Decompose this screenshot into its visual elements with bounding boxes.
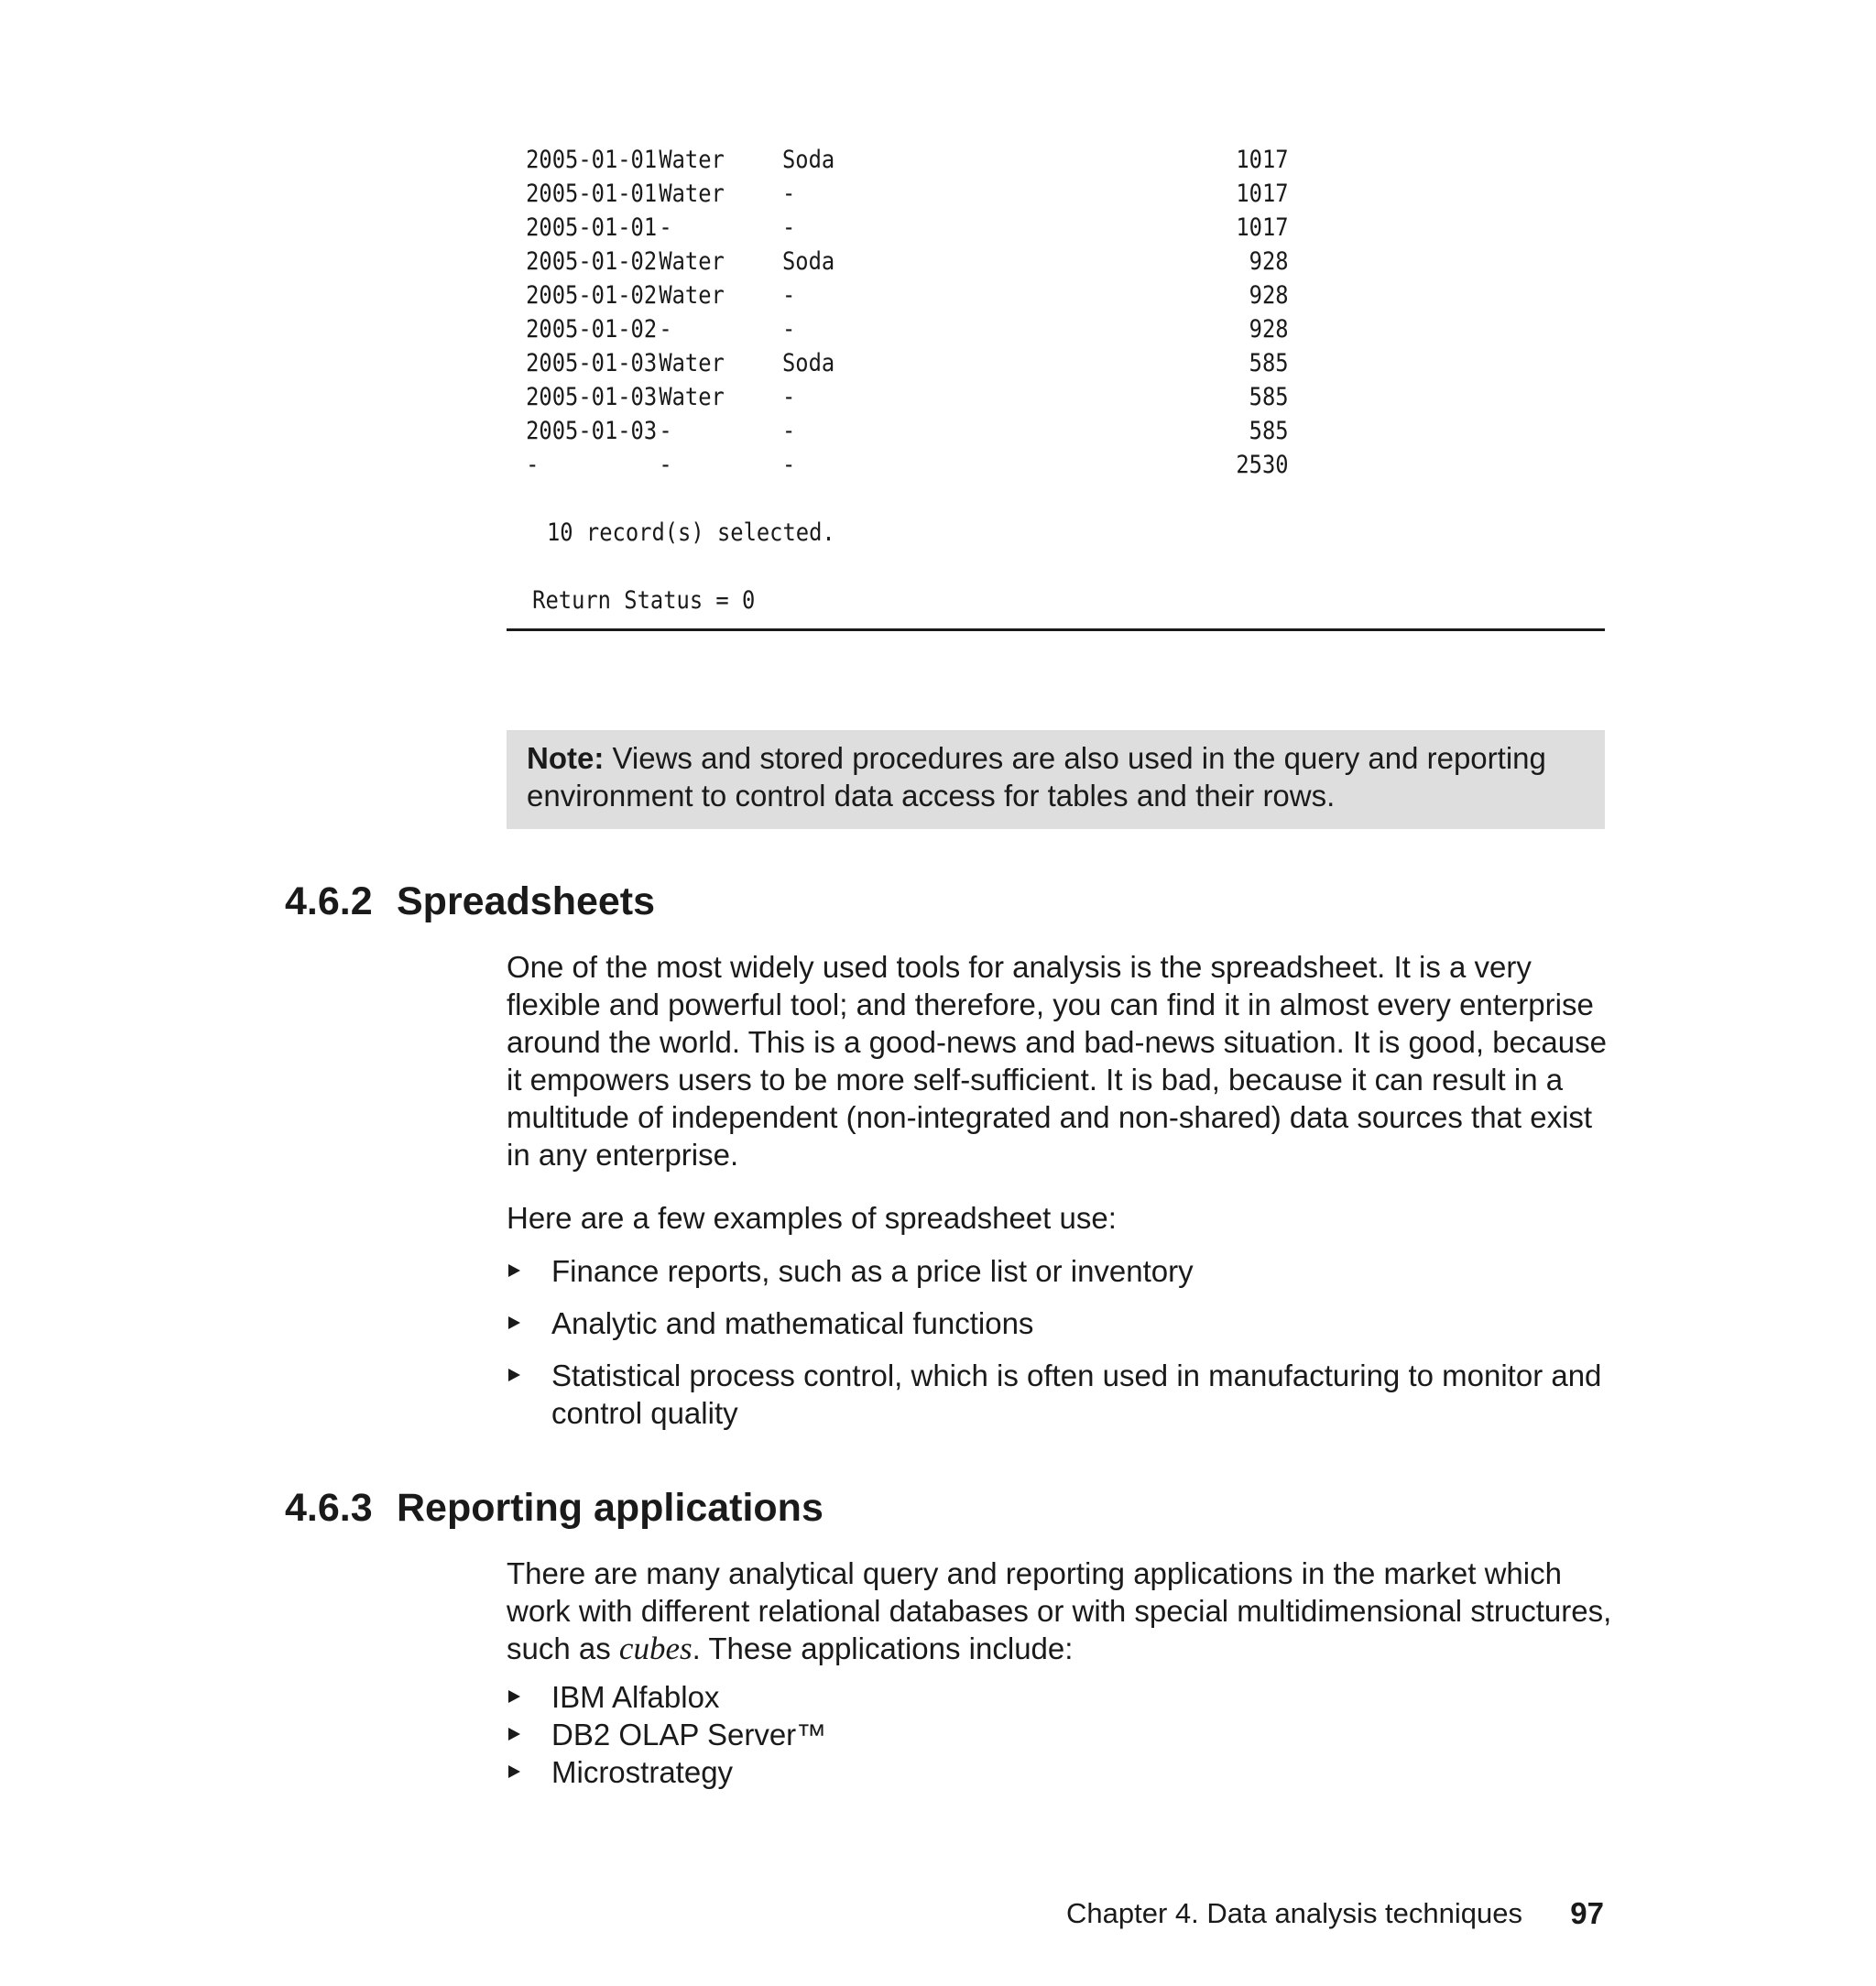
output-cell-amount: 928 (1249, 315, 1289, 344)
output-cell-product2: - (781, 180, 796, 208)
reporting-paragraph-end: . These applications include: (692, 1631, 1074, 1665)
output-cell-product2: Soda (781, 247, 835, 276)
note-box (507, 730, 1605, 829)
output-cell-date: 2005-01-03 (526, 349, 658, 377)
output-cell-product2: - (781, 383, 796, 411)
output-row (507, 278, 1473, 312)
bullet-triangle-icon (508, 1690, 520, 1703)
output-cell-product: Water (659, 383, 725, 411)
query-output-rows (507, 143, 1605, 482)
list-item (507, 1716, 1615, 1753)
output-cell-amount: 2530 (1236, 451, 1289, 479)
output-cell-product: Water (659, 247, 725, 276)
output-cell-date: 2005-01-01 (526, 180, 658, 208)
page-footer (0, 1893, 1876, 1934)
output-row (507, 143, 1473, 177)
output-cell-date: 2005-01-01 (526, 146, 658, 174)
reporting-paragraph (507, 1555, 1615, 1667)
list-item-text: IBM Alfablox (551, 1680, 720, 1714)
note-text: Views and stored procedures are also used in the query and reporting environment to control data access for tables and their rows. (527, 741, 1546, 813)
query-output (507, 143, 1605, 631)
output-row (507, 380, 1473, 414)
output-row (507, 177, 1473, 211)
output-cell-amount: 585 (1249, 417, 1289, 445)
output-cell-amount: 928 (1249, 281, 1289, 310)
list-item-text: Statistical process control, which is often used in manufacturing to monitor and control quality (551, 1359, 1602, 1430)
output-cell-product: - (659, 315, 672, 344)
section-number: 4.6.2 (285, 879, 373, 923)
output-cell-product2: - (781, 281, 796, 310)
bullet-triangle-icon (508, 1264, 520, 1277)
output-row (507, 346, 1473, 380)
output-row (507, 211, 1473, 245)
output-cell-date: - (526, 451, 540, 479)
list-item-text: Finance reports, such as a price list or inventory (551, 1254, 1194, 1288)
section-title: Reporting applications (397, 1486, 823, 1530)
output-cell-product2: Soda (781, 349, 835, 377)
output-cell-amount: 928 (1249, 247, 1289, 276)
section-title: Spreadsheets (397, 879, 656, 923)
reporting-paragraph-emphasis: cubes (618, 1631, 693, 1666)
output-cell-product2: - (781, 417, 796, 445)
output-cell-amount: 585 (1249, 383, 1289, 411)
output-cell-product2: Soda (781, 146, 835, 174)
list-item (507, 1252, 1615, 1290)
list-item-text: Analytic and mathematical functions (551, 1306, 1034, 1340)
bullet-triangle-icon (508, 1728, 520, 1740)
output-cell-amount: 1017 (1236, 146, 1289, 174)
page-number: 97 (1570, 1896, 1604, 1930)
output-cell-date: 2005-01-01 (526, 213, 658, 242)
return-status-message: Return Status = 0 (532, 586, 756, 615)
list-item (507, 1304, 1615, 1342)
output-cell-product: - (659, 451, 672, 479)
output-cell-date: 2005-01-02 (526, 315, 658, 344)
reporting-applications-list (507, 1678, 1615, 1791)
output-cell-product2: - (781, 451, 796, 479)
output-cell-product: Water (659, 146, 725, 174)
records-selected-message: 10 record(s) selected. (547, 518, 835, 547)
bullet-triangle-icon (508, 1765, 520, 1778)
spreadsheets-paragraph: One of the most widely used tools for analysis is the spreadsheet. It is a very flexible and powerful tool; and therefore, you can find it in almost every enterprise around the world. This is a good-news and bad-news situation. It is good, because it empowers users to be more self-sufficient. It is bad, because it can result in a multitude of independent (non-integrated and non-shared) data sources that exist in any enterprise. (507, 950, 1607, 1172)
section-heading-reporting (285, 1486, 823, 1531)
list-item (507, 1753, 1615, 1791)
list-item (507, 1357, 1615, 1432)
list-item-text: Microstrategy (551, 1755, 734, 1789)
output-cell-product: Water (659, 281, 725, 310)
output-row (507, 414, 1473, 448)
output-cell-product2: - (781, 213, 796, 242)
output-cell-product: - (659, 213, 672, 242)
output-row (507, 448, 1473, 482)
output-cell-product2: - (781, 315, 796, 344)
output-row (507, 312, 1473, 346)
output-cell-date: 2005-01-03 (526, 417, 658, 445)
output-cell-amount: 1017 (1236, 213, 1289, 242)
spreadsheet-use-list (507, 1252, 1615, 1446)
output-cell-date: 2005-01-03 (526, 383, 658, 411)
output-cell-product: Water (659, 180, 725, 208)
list-item (507, 1678, 1615, 1716)
output-row (507, 245, 1473, 278)
output-cell-amount: 585 (1249, 349, 1289, 377)
note-label: Note: (527, 741, 605, 775)
output-cell-date: 2005-01-02 (526, 281, 658, 310)
section-heading-spreadsheets (285, 879, 655, 924)
footer-chapter-title: Chapter 4. Data analysis techniques (1065, 1897, 1522, 1929)
bullet-triangle-icon (508, 1316, 520, 1329)
output-cell-product: Water (659, 349, 725, 377)
bullet-triangle-icon (508, 1369, 520, 1381)
spreadsheets-intro: Here are a few examples of spreadsheet use: (507, 1201, 1117, 1235)
reporting-paragraph-text: There are many analytical query and reporting applications in the market which work with different relational databases or with special multidimensional structures, such as (507, 1556, 1612, 1665)
output-cell-amount: 1017 (1236, 180, 1289, 208)
section-number: 4.6.3 (285, 1486, 373, 1530)
output-cell-product: - (659, 417, 672, 445)
list-item-text: DB2 OLAP Server™ (551, 1718, 827, 1751)
output-cell-date: 2005-01-02 (526, 247, 658, 276)
